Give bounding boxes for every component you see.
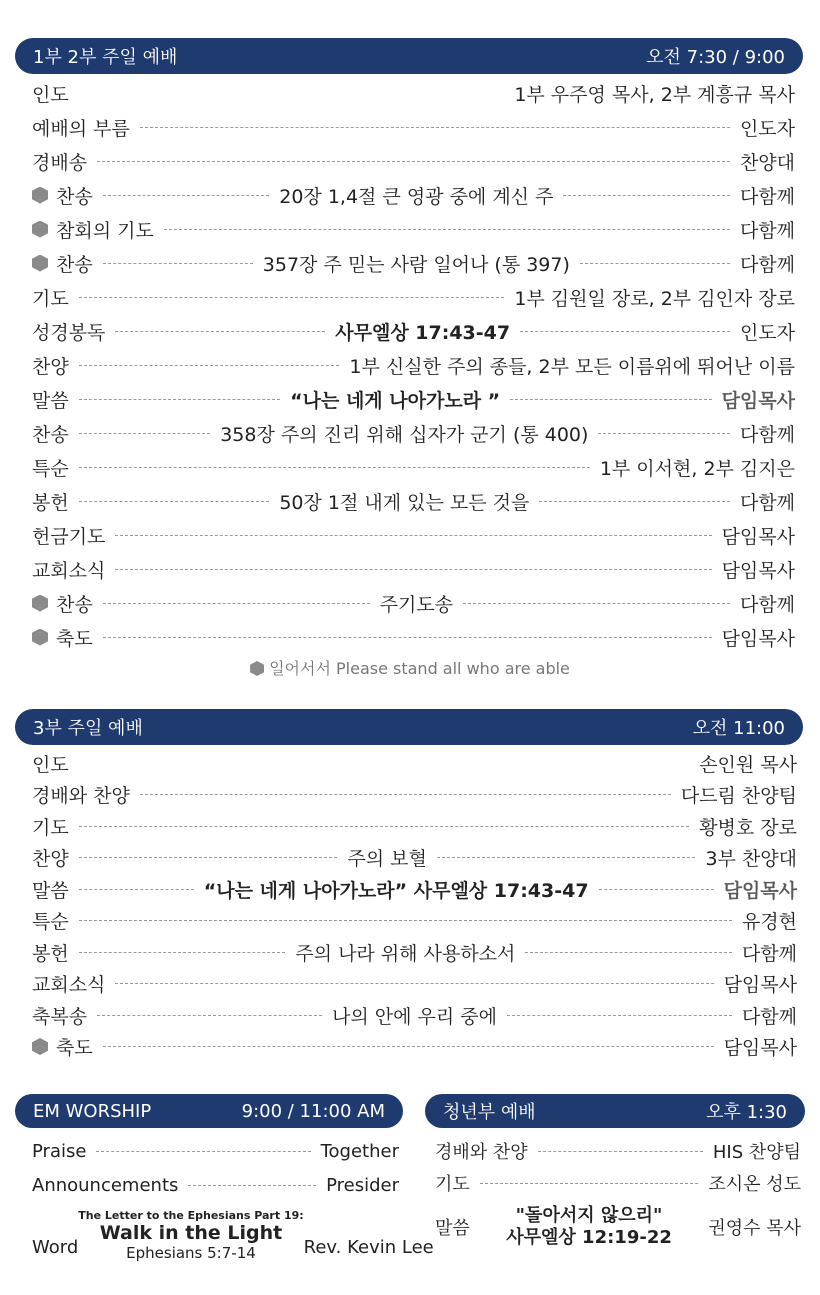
leader-dots — [437, 857, 696, 858]
order-leader: 다함께 — [739, 423, 795, 446]
order-label — [32, 454, 69, 481]
order-label — [32, 114, 130, 141]
order-leader: 1부 김원일 장로, 2부 김인자 장로 — [514, 287, 795, 310]
em-sermon-title: Walk in the Light — [99, 1221, 283, 1244]
youth-row-word — [435, 1202, 801, 1252]
order-row — [32, 382, 795, 416]
order-label-text: 기도 — [32, 287, 69, 310]
order-label — [32, 488, 69, 515]
youth-prayer-label: 기도 — [435, 1174, 470, 1195]
order-label-text: 교회소식 — [32, 974, 106, 996]
order-leader: 1부 신실한 주의 종들, 2부 모든 이름위에 뛰어난 이름 — [349, 355, 795, 378]
order-row — [32, 246, 795, 280]
order-label — [32, 556, 105, 583]
order-row — [32, 967, 797, 1001]
em-time: 9:00 / 11:00 AM — [241, 1100, 385, 1122]
order-label-text: 기도 — [32, 816, 69, 839]
order-row — [32, 620, 795, 654]
order-label — [32, 386, 69, 413]
youth-sermon-ref: 사무엘상 12:19-22 — [506, 1227, 672, 1248]
stand-hexagon-icon — [32, 187, 48, 204]
youth-row-praise — [435, 1136, 801, 1166]
leader-dots — [103, 637, 712, 638]
leader-dots — [539, 501, 730, 502]
order-row — [32, 314, 795, 348]
order-leader: 다함께 — [739, 219, 795, 242]
order-row — [32, 280, 795, 314]
em-order-list — [32, 1136, 434, 1286]
order-label — [32, 148, 87, 175]
order-leader: 손인원 목사 — [699, 753, 797, 776]
order-leader: 인도자 — [739, 321, 796, 344]
order-detail: 사무엘상 17:43-47 — [335, 321, 511, 344]
section2-time: 오전 11:00 — [692, 718, 785, 739]
order-label-text: 인도 — [32, 83, 69, 106]
order-label — [32, 844, 69, 871]
leader-dots — [140, 794, 671, 795]
order-leader: 담임목사 — [721, 627, 795, 650]
leader-dots — [115, 983, 713, 984]
order-detail: 주의 나라 위해 사용하소서 — [295, 942, 516, 965]
order-label — [32, 318, 105, 345]
order-label — [32, 750, 69, 777]
em-sermon-ref: Ephesians 5:7-14 — [126, 1243, 256, 1262]
order-label-text: 봉헌 — [32, 942, 69, 965]
leader-dots — [580, 263, 730, 264]
leader-dots — [79, 857, 338, 858]
order-label — [32, 1002, 87, 1029]
order-row — [32, 809, 797, 843]
leader-dots — [79, 920, 732, 921]
stand-note-text: 일어서서 Please stand all who are able — [269, 659, 570, 678]
em-sermon-series: The Letter to the Ephesians Part 19: — [78, 1209, 304, 1223]
order-leader: 담임목사 — [721, 559, 795, 582]
leader-dots — [507, 1015, 732, 1016]
order-row — [32, 518, 795, 552]
order-label-text: 봉헌 — [32, 491, 69, 514]
order-leader: 담임목사 — [721, 389, 795, 412]
order-leader: 유경현 — [741, 911, 797, 933]
em-announce-label: Announcements — [32, 1174, 179, 1196]
youth-row-prayer — [435, 1168, 801, 1198]
order-label-text: 축복송 — [32, 1005, 88, 1028]
leader-dots — [538, 1151, 703, 1152]
order-row — [32, 484, 795, 518]
order-label-text: 찬양 — [32, 355, 69, 378]
leader-dots — [79, 399, 280, 400]
em-row-praise — [32, 1136, 399, 1166]
em-praise-right: Together — [320, 1140, 399, 1162]
leader-dots — [164, 229, 730, 230]
stand-hexagon-icon — [32, 255, 48, 272]
order-leader: 황병호 장로 — [699, 816, 797, 839]
order-label — [32, 813, 69, 840]
leader-dots — [140, 127, 730, 128]
order-row — [32, 1030, 797, 1064]
leader-dots — [97, 161, 730, 162]
leader-dots — [563, 195, 730, 196]
em-sermon — [78, 1210, 303, 1262]
em-word-label: Word — [32, 1236, 79, 1258]
em-title: EM WORSHIP — [33, 1100, 152, 1122]
order-label-text: 경배송 — [32, 151, 88, 174]
order-detail: 358장 주의 진리 위해 십자가 군기 (통 400) — [220, 423, 589, 446]
order-row — [32, 904, 797, 938]
order-row — [32, 586, 795, 620]
order-leader: 다함께 — [739, 491, 796, 514]
youth-word-label: 말씀 — [435, 1218, 470, 1239]
order-row — [32, 76, 795, 110]
order-row — [32, 178, 795, 212]
leader-dots — [480, 1183, 699, 1184]
stand-hexagon-icon — [250, 661, 264, 676]
leader-dots — [79, 952, 286, 953]
order-label — [32, 182, 93, 209]
youth-time: 오후 1:30 — [706, 1102, 787, 1123]
order-label-text: 찬송 — [32, 423, 69, 446]
leader-dots — [79, 467, 590, 468]
order-label — [32, 420, 69, 447]
order-leader: 다함께 — [739, 593, 796, 616]
order-label — [32, 352, 69, 379]
order-detail: “나는 네게 나아가노라” 사무엘상 17:43-47 — [203, 879, 589, 902]
leader-dots — [188, 1185, 316, 1186]
order-label-text: 헌금기도 — [32, 525, 106, 548]
order-detail: 주의 보혈 — [347, 848, 427, 870]
order-leader: 다함께 — [739, 185, 796, 208]
leader-dots — [520, 331, 730, 332]
leader-dots — [525, 952, 732, 953]
section2-order-list — [32, 746, 797, 1066]
order-label — [32, 80, 69, 107]
order-leader: 담임목사 — [723, 1037, 797, 1059]
section2-title: 3부 주일 예배 — [33, 718, 143, 739]
em-header — [15, 1094, 403, 1128]
order-label-text: 인도 — [32, 753, 69, 776]
order-row — [32, 872, 797, 906]
order-row — [32, 778, 797, 812]
order-row — [32, 998, 797, 1032]
leader-dots — [97, 1015, 322, 1016]
order-label — [32, 590, 93, 617]
order-label — [32, 624, 93, 651]
order-row — [32, 935, 797, 969]
leader-dots — [510, 399, 711, 400]
order-row — [32, 746, 797, 780]
order-leader: 다함께 — [741, 942, 798, 965]
order-leader: 찬양대 — [739, 151, 795, 174]
order-row — [32, 841, 797, 875]
stand-hexagon-icon — [32, 221, 48, 238]
order-row — [32, 348, 795, 382]
order-leader: 담임목사 — [723, 879, 798, 902]
em-announce-right: Presider — [326, 1174, 399, 1196]
leader-dots — [79, 433, 210, 434]
em-praise-label: Praise — [32, 1140, 87, 1162]
order-label — [32, 876, 69, 903]
youth-order-list — [435, 1136, 801, 1286]
order-detail: 357장 주 믿는 사람 일어나 (통 397) — [262, 253, 570, 276]
leader-dots — [103, 195, 270, 196]
order-row — [32, 416, 795, 450]
order-label — [32, 970, 105, 997]
order-label-text: 축도 — [56, 627, 93, 650]
order-leader: 다함께 — [741, 1005, 798, 1028]
youth-praise-right: HIS 찬양팀 — [712, 1142, 801, 1163]
order-leader: 1부 우주영 목사, 2부 계흥규 목사 — [514, 83, 795, 106]
section1-order-list — [32, 76, 795, 656]
order-label-text: 참회의 기도 — [56, 219, 154, 242]
order-leader: 담임목사 — [723, 974, 797, 996]
leader-dots — [96, 1151, 310, 1152]
order-detail: “나는 네게 나아가노라 ” — [290, 389, 501, 412]
order-row — [32, 144, 795, 178]
leader-dots — [79, 826, 689, 827]
section1-title: 1부 2부 주일 예배 — [33, 47, 178, 68]
leader-dots — [103, 263, 253, 264]
leader-dots — [463, 603, 730, 604]
order-leader: 다함께 — [739, 253, 796, 276]
order-detail: 50장 1절 내게 있는 모든 것을 — [279, 491, 530, 514]
order-label — [32, 781, 130, 808]
stand-hexagon-icon — [32, 1038, 48, 1055]
leader-dots — [115, 331, 325, 332]
leader-dots — [115, 535, 711, 536]
leader-dots — [79, 297, 505, 298]
stand-hexagon-icon — [32, 629, 48, 646]
leader-dots — [115, 569, 711, 570]
order-leader: 인도자 — [739, 117, 795, 140]
order-label-text: 예배의 부름 — [32, 117, 130, 140]
order-label — [32, 522, 105, 549]
youth-word-right: 권영수 목사 — [708, 1218, 801, 1239]
order-leader: 1부 이서현, 2부 김지은 — [599, 457, 795, 480]
section1-time: 오전 7:30 / 9:00 — [646, 47, 785, 68]
section1-header — [15, 38, 803, 74]
order-label-text: 교회소식 — [32, 559, 106, 582]
order-row — [32, 110, 795, 144]
order-row — [32, 450, 795, 484]
order-label — [32, 939, 69, 966]
order-label-text: 축도 — [56, 1037, 93, 1059]
order-label-text: 찬송 — [56, 185, 93, 208]
order-label-text: 성경봉독 — [32, 321, 106, 344]
order-label — [32, 284, 69, 311]
youth-praise-label: 경배와 찬양 — [435, 1142, 528, 1163]
leader-dots — [598, 433, 729, 434]
youth-sermon-title: "돌아서지 않으리" — [515, 1205, 663, 1227]
leader-dots — [103, 603, 370, 604]
order-label-text: 특순 — [32, 911, 69, 933]
stand-note — [0, 656, 820, 679]
leader-dots — [79, 889, 194, 890]
order-label — [32, 1033, 93, 1060]
leader-dots — [79, 365, 340, 366]
order-leader: 다드림 찬양팀 — [680, 785, 797, 807]
order-label-text: 찬양 — [32, 848, 69, 870]
order-detail: 주기도송 — [379, 593, 454, 616]
order-label-text: 찬송 — [56, 253, 93, 276]
order-detail: 나의 안에 우리 중에 — [332, 1005, 497, 1028]
order-row — [32, 212, 795, 246]
order-label-text: 말씀 — [32, 389, 69, 412]
order-label-text: 특순 — [32, 457, 69, 480]
youth-header — [425, 1094, 805, 1128]
em-word-right: Rev. Kevin Lee — [303, 1236, 434, 1258]
leader-dots — [79, 501, 270, 502]
section2-header — [15, 709, 803, 745]
order-label-text: 말씀 — [32, 879, 69, 902]
order-leader: 담임목사 — [721, 525, 795, 548]
youth-prayer-right: 조시온 성도 — [708, 1174, 801, 1195]
order-label — [32, 216, 154, 243]
youth-title: 청년부 예배 — [443, 1102, 536, 1123]
order-detail: 20장 1,4절 큰 영광 중에 계신 주 — [279, 185, 554, 208]
order-label — [32, 907, 69, 934]
order-label-text: 경배와 찬양 — [32, 785, 130, 807]
leader-dots — [103, 1046, 714, 1047]
leader-dots — [599, 889, 714, 890]
order-label — [32, 250, 93, 277]
em-row-announcements — [32, 1170, 399, 1200]
stand-hexagon-icon — [32, 595, 48, 612]
order-row — [32, 552, 795, 586]
order-leader: 3부 찬양대 — [705, 848, 798, 870]
em-row-word — [32, 1204, 434, 1268]
youth-sermon — [506, 1205, 672, 1248]
order-label-text: 찬송 — [56, 593, 93, 616]
